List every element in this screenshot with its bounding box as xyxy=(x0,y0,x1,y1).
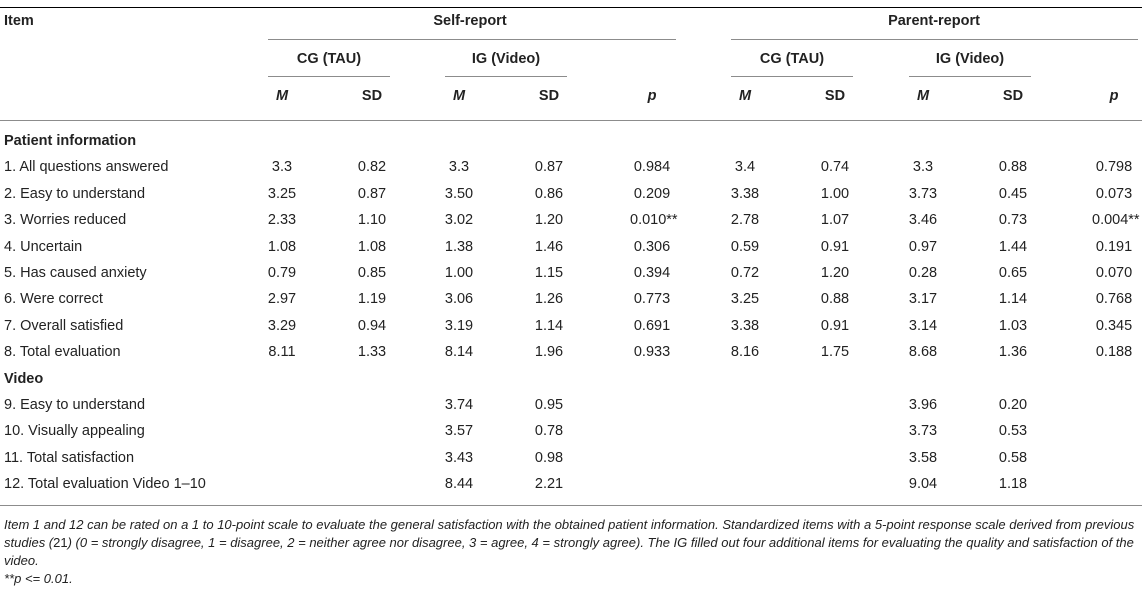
self-ig-sd-header: SD xyxy=(538,88,560,104)
row-label: 5. Has caused anxiety xyxy=(4,265,147,281)
self-cg-sd: 0.87 xyxy=(357,185,387,202)
footnote-reference[interactable]: 21 xyxy=(53,535,68,550)
row-label: 3. Worries reduced xyxy=(4,212,127,229)
self-ig-sd: 1.46 xyxy=(534,238,564,255)
parent-ig-sd: 0.65 xyxy=(998,265,1028,281)
table-bottom-rule xyxy=(0,505,1142,506)
self-cg-sd: 1.33 xyxy=(357,344,387,361)
self-ig-mean: 3.02 xyxy=(444,212,474,229)
parent-ig-sd: 0.20 xyxy=(998,397,1028,413)
parent-ig-mean: 3.73 xyxy=(908,185,938,202)
parent-cg-sd: 1.75 xyxy=(820,344,850,361)
parent-p-value: 0.073 xyxy=(1095,185,1133,202)
self-cg-sd: 1.10 xyxy=(357,212,387,229)
parent-ig-mean: 0.97 xyxy=(908,238,938,255)
parent-ig-mean: 3.58 xyxy=(908,449,938,466)
self-ig-header: IG (Video) xyxy=(471,51,541,67)
parent-ig-mean: 0.28 xyxy=(908,265,938,281)
section-heading: Video xyxy=(4,370,44,387)
parent-ig-sd: 0.73 xyxy=(998,212,1028,229)
self-ig-sd: 0.98 xyxy=(534,449,564,466)
self-cg-sd: 0.94 xyxy=(357,317,387,334)
parent-ig-mean: 3.46 xyxy=(908,212,938,229)
parent-ig-sd: 1.03 xyxy=(998,317,1028,334)
self-cg-mean: 3.25 xyxy=(267,185,297,202)
row-label: 11. Total satisfaction xyxy=(4,449,135,466)
self-cg-sd-header: SD xyxy=(361,88,383,104)
self-cg-sd: 0.85 xyxy=(357,265,387,281)
self-ig-m-header: M xyxy=(452,88,466,104)
parent-ig-mean: 3.17 xyxy=(908,291,938,308)
parent-cg-mean: 3.4 xyxy=(734,159,756,176)
self-ig-mean: 3.74 xyxy=(444,397,474,413)
parent-ig-sd: 0.53 xyxy=(998,423,1028,440)
parent-ig-sd: 1.18 xyxy=(998,476,1028,493)
row-label: 6. Were correct xyxy=(4,291,103,308)
self-ig-sd: 0.95 xyxy=(534,397,564,413)
parent-p-header: p xyxy=(1109,88,1119,104)
row-label: 12. Total evaluation Video 1–10 xyxy=(4,476,206,493)
parent-cg-sd: 0.74 xyxy=(820,159,850,176)
parent-cg-sd-header: SD xyxy=(824,88,846,104)
self-p-value: 0.984 xyxy=(633,159,671,176)
section-heading: Patient information xyxy=(4,133,137,149)
parent-p-value: 0.798 xyxy=(1095,159,1133,176)
self-cg-underline xyxy=(268,76,390,77)
self-ig-sd: 1.20 xyxy=(534,212,564,229)
parent-p-value: 0.345 xyxy=(1095,317,1133,334)
column-header-self-report: Self-report xyxy=(433,13,507,29)
parent-p-value: 0.191 xyxy=(1095,238,1133,255)
self-report-underline xyxy=(268,39,676,40)
self-cg-m-header: M xyxy=(275,88,289,104)
self-ig-mean: 8.14 xyxy=(444,344,474,361)
parent-cg-sd: 0.91 xyxy=(820,317,850,334)
self-ig-sd: 2.21 xyxy=(534,476,564,493)
self-p-value: 0.933 xyxy=(633,344,671,361)
parent-cg-header: CG (TAU) xyxy=(759,51,825,67)
parent-cg-mean: 0.59 xyxy=(730,238,760,255)
column-header-item: Item xyxy=(4,13,34,29)
significance-text: p <= 0.01. xyxy=(14,571,73,586)
self-ig-mean: 3.43 xyxy=(444,449,474,466)
significance-marker: ** xyxy=(4,571,15,586)
parent-ig-sd-header: SD xyxy=(1002,88,1024,104)
row-label: 8. Total evaluation xyxy=(4,344,121,361)
self-ig-mean: 8.44 xyxy=(444,476,474,493)
row-label: 9. Easy to understand xyxy=(4,397,146,413)
parent-ig-mean: 3.96 xyxy=(908,397,938,413)
self-cg-mean: 8.11 xyxy=(268,344,296,361)
parent-ig-sd: 1.44 xyxy=(998,238,1028,255)
significance-note xyxy=(4,571,73,586)
self-cg-header: CG (TAU) xyxy=(296,51,362,67)
self-cg-sd: 1.08 xyxy=(357,238,387,255)
parent-ig-sd: 1.36 xyxy=(998,344,1028,361)
header-bottom-rule xyxy=(0,120,1142,121)
parent-ig-header: IG (Video) xyxy=(935,51,1005,67)
self-ig-sd: 1.26 xyxy=(534,291,564,308)
self-cg-mean: 3.29 xyxy=(267,317,297,334)
self-cg-mean: 0.79 xyxy=(267,265,297,281)
self-cg-sd: 1.19 xyxy=(357,291,387,308)
footnote-text-1: Item 1 and 12 can be rated on a 1 to 10-point scale to evaluate the general satisfaction with the obtained patient information. Standardized items with a 5-point response scale derived from previous studies ( xyxy=(4,517,1135,550)
parent-cg-underline xyxy=(731,76,853,77)
parent-ig-mean: 9.04 xyxy=(908,476,938,493)
parent-ig-sd: 0.45 xyxy=(998,185,1028,202)
top-rule xyxy=(0,7,1142,8)
self-ig-mean: 3.19 xyxy=(444,317,474,334)
self-ig-sd: 0.78 xyxy=(534,423,564,440)
parent-cg-mean: 3.38 xyxy=(730,317,760,334)
parent-cg-sd: 0.91 xyxy=(820,238,850,255)
self-ig-mean: 3.3 xyxy=(448,159,470,176)
self-p-value: 0.010** xyxy=(630,212,678,229)
row-label: 7. Overall satisfied xyxy=(4,317,124,334)
self-cg-mean: 2.97 xyxy=(267,291,297,308)
self-ig-mean: 3.06 xyxy=(444,291,474,308)
self-ig-mean: 1.38 xyxy=(444,238,474,255)
self-p-value: 0.773 xyxy=(633,291,671,308)
self-ig-sd: 1.14 xyxy=(534,317,564,334)
parent-cg-m-header: M xyxy=(738,88,752,104)
parent-cg-mean: 2.78 xyxy=(730,212,760,229)
self-cg-sd: 0.82 xyxy=(357,159,387,176)
self-cg-mean: 2.33 xyxy=(267,212,297,229)
parent-cg-mean: 0.72 xyxy=(730,265,760,281)
parent-ig-mean: 8.68 xyxy=(908,344,938,361)
self-ig-sd: 0.87 xyxy=(534,159,564,176)
parent-ig-sd: 1.14 xyxy=(998,291,1028,308)
parent-cg-sd: 1.20 xyxy=(820,265,850,281)
parent-cg-sd: 1.07 xyxy=(820,212,850,229)
self-p-header: p xyxy=(647,88,657,104)
row-label: 10. Visually appealing xyxy=(4,423,145,440)
parent-ig-sd: 0.88 xyxy=(998,159,1028,176)
self-cg-mean: 3.3 xyxy=(271,159,293,176)
column-header-parent-report: Parent-report xyxy=(888,13,980,29)
parent-p-value: 0.188 xyxy=(1095,344,1133,361)
parent-ig-mean: 3.3 xyxy=(912,159,934,176)
row-label: 1. All questions answered xyxy=(4,159,169,176)
self-p-value: 0.691 xyxy=(633,317,671,334)
self-ig-sd: 0.86 xyxy=(534,185,564,202)
self-ig-mean: 3.57 xyxy=(444,423,474,440)
self-cg-mean: 1.08 xyxy=(267,238,297,255)
self-ig-sd: 1.15 xyxy=(534,265,564,281)
self-p-value: 0.394 xyxy=(633,265,671,281)
parent-cg-sd: 0.88 xyxy=(820,291,850,308)
self-p-value: 0.209 xyxy=(633,185,671,202)
self-ig-mean: 1.00 xyxy=(444,265,474,281)
parent-p-value: 0.768 xyxy=(1095,291,1133,308)
parent-cg-mean: 8.16 xyxy=(730,344,760,361)
self-ig-sd: 1.96 xyxy=(534,344,564,361)
parent-cg-mean: 3.38 xyxy=(730,185,760,202)
self-ig-mean: 3.50 xyxy=(444,185,474,202)
parent-ig-underline xyxy=(909,76,1031,77)
parent-ig-sd: 0.58 xyxy=(998,449,1028,466)
parent-ig-m-header: M xyxy=(916,88,930,104)
parent-ig-mean: 3.73 xyxy=(908,423,938,440)
parent-cg-sd: 1.00 xyxy=(820,185,850,202)
parent-p-value: 0.004** xyxy=(1092,212,1140,229)
parent-ig-mean: 3.14 xyxy=(908,317,938,334)
footnote-text-2: ) (0 = strongly disagree, 1 = disagree, 2 = neither agree nor disagree, 3 = agree, 4 = strongly agree). The IG filled out four additional items for evaluating the quality and satisfaction of the video. xyxy=(4,535,1134,568)
parent-p-value: 0.070 xyxy=(1095,265,1133,281)
table-footnote xyxy=(4,516,1138,570)
self-ig-underline xyxy=(445,76,567,77)
self-p-value: 0.306 xyxy=(633,238,671,255)
parent-cg-mean: 3.25 xyxy=(730,291,760,308)
row-label: 4. Uncertain xyxy=(4,238,83,255)
parent-report-underline xyxy=(731,39,1138,40)
row-label: 2. Easy to understand xyxy=(4,185,146,202)
